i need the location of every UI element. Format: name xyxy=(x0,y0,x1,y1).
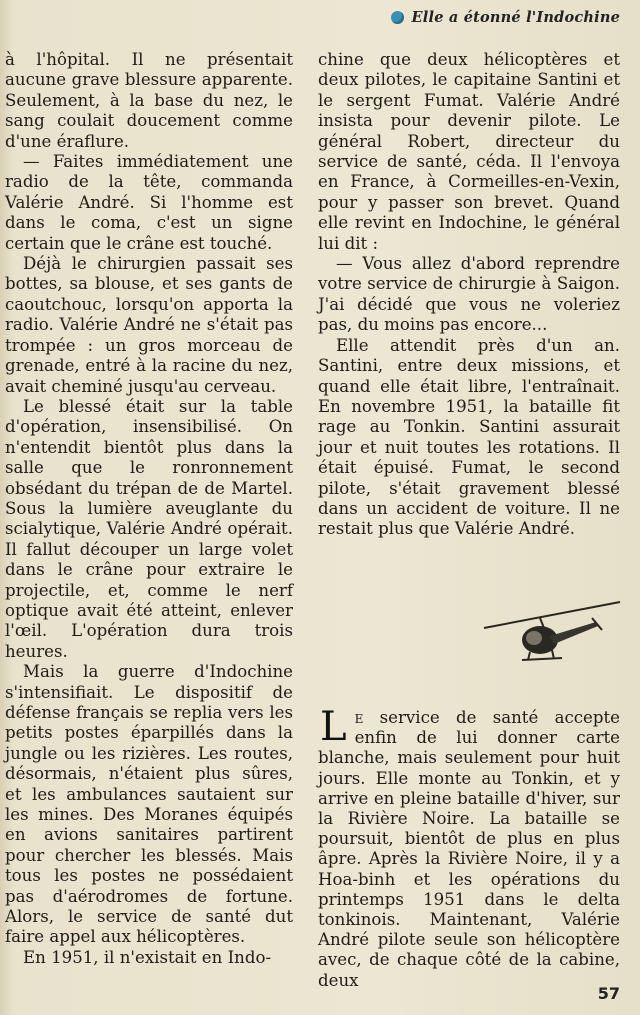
running-title: Elle a étonné l'Indochine xyxy=(411,8,620,26)
running-header xyxy=(391,7,620,27)
drop-cap: L xyxy=(320,704,347,750)
right-column xyxy=(318,50,620,540)
page-number: 57 xyxy=(597,984,620,1003)
paragraph: — Vous allez d'abord reprendre votre service de chirurgie à Saigon. J'ai décidé que vous ne voleriez pas, du moins pas encore... xyxy=(318,254,620,335)
paragraph: à l'hôpital. Il ne présentait aucune grave blessure apparente. Seulement, à la base du nez, le sang coulait doucement comme d'une éraflure. xyxy=(5,50,293,151)
section-paragraph xyxy=(318,704,620,991)
paragraph: En 1951, il n'existait en Indo- xyxy=(23,947,272,967)
paragraph: Mais la guerre d'Indochine s'intensifiait. Le dispositif de défense français se replia vers les petits postes éparpillés dans la jungle ou les rizières. Les routes, désormais, n'étaient plus sûres, et les ambulances sautaient sur les mines. Des Moranes équipés en avions sanitaires partirent pour chercher les blessés. Mais tous les postes ne possédaient pas d'aérodromes de fortune. Alors, le service de santé dut faire appel aux hélicoptères. xyxy=(5,662,293,947)
section-text: service de santé accepte enfin de lui donner carte blanche, mais seulement pour huit jours. Elle monte au Tonkin, et y arrive en pleine bataille d'hiver, sur la Rivière Noire. La bataille se poursuit, bientôt de plus en plus âpre. Après la Rivière Noire, il y a Hoa-binh et les opérations du printemps 1951 dans le delta tonkinois. Maintenant, Valérie André pilote seule son hélicoptère avec, de chaque côté de la cabine, deux xyxy=(318,708,620,990)
section-column xyxy=(318,704,620,991)
paragraph: — Faites immédiatement une radio de la tête, commanda Valérie André. Si l'homme est dans le coma, c'est un signe certain que le crâne est touché. xyxy=(5,152,293,253)
left-column xyxy=(5,50,293,968)
paragraph: Elle attendit près d'un an. Santini, entre deux missions, et quand elle était libre, l'entraînait. En novembre 1951, la bataille fit rage au Tonkin. Santini assurait jour et nuit toutes les rotations. Il était épuisé. Fumat, le second pilote, s'était gravement blessé dans un accident de voiture. Il ne restait plus que Valérie André. xyxy=(318,335,620,539)
paragraph: chine que deux hélicoptères et deux pilotes, le capitaine Santini et le sergent Fumat. Valérie André insista pour devenir pilote. Le général Robert, directeur du service de santé, céda. Il l'envoya en France, à Cormeilles-en-Vexin, pour y passer son brevet. Quand elle revint en Indochine, le général lui dit : xyxy=(318,50,620,253)
helicopter-icon xyxy=(478,588,626,688)
paragraph: Déjà le chirurgien passait ses bottes, sa blouse, et ses gants de caoutchouc, lorsqu'on apporta la radio. Valérie André ne s'était pas trompée : un gros morceau de grenade, entré à la racine du nez, avait cheminé jusqu'au cerveau. xyxy=(5,254,293,396)
paragraph: Le blessé était sur la table d'opération, insensibilisé. On n'entendit bientôt plus dans la salle que le ronronnement obsédant du trépan de de Martel. Sous la lumière aveuglante du scialytique, Valérie André opérait. Il fallut découper un large volet dans le crâne pour extraire le projectile, et, comme le nerf optique avait été atteint, enlever l'œil. L'opération dura trois heures. xyxy=(5,396,293,661)
blue-dot-icon xyxy=(391,11,404,24)
first-word-rest: e xyxy=(354,708,364,727)
